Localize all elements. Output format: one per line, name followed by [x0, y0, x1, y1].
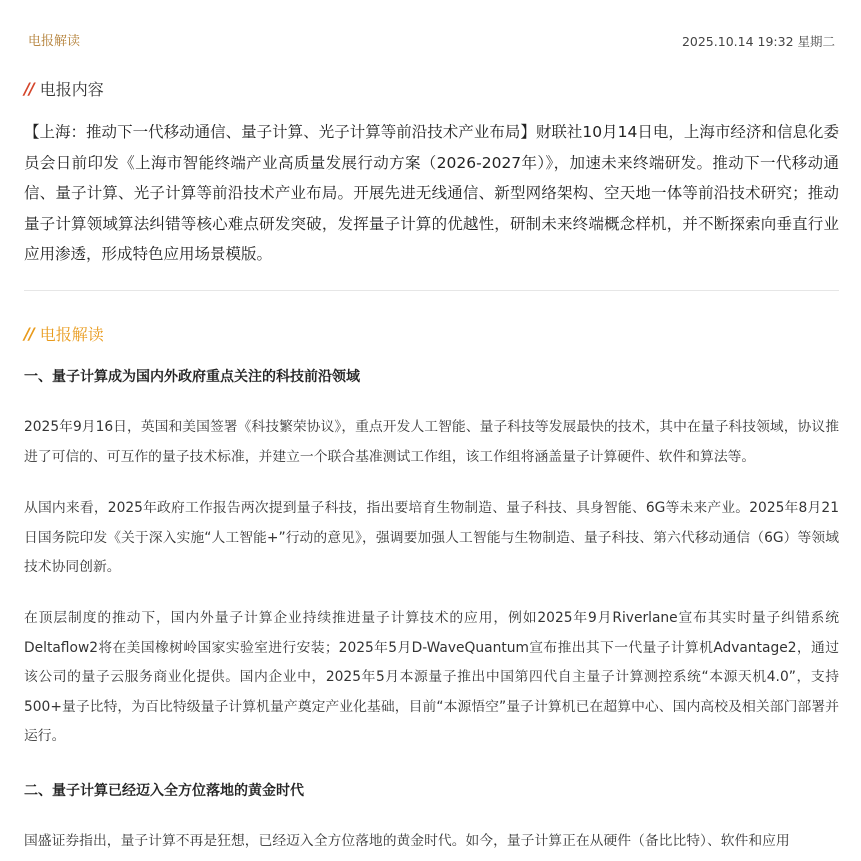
paragraph-1: 2025年9月16日，英国和美国签署《科技繁荣协议》，重点开发人工智能、量子科技等发展最快的技术，其中在量子科技领域，协议推进了可信的、可互作的量子技术标准，并建立一个联合基准测试工作组，该工作组将涵盖量子计算硬件、软件和算法等。	[24, 419, 839, 465]
subheading-1: 一、量子计算成为国内外政府重点关注的科技前沿领域	[24, 369, 360, 385]
section-title-text: 电报内容	[39, 80, 104, 99]
section-slash-icon: //	[24, 79, 34, 98]
paragraph-4: 国盛证券指出，量子计算不再是狂想，已经迈入全方位落地的黄金时代。如今，量子计算正在从硬件（备比比特）、软件和应用	[24, 833, 790, 849]
paragraph-2: 从国内来看，2025年政府工作报告两次提到量子科技，指出要培育生物制造、量子科技、具身智能、6G等未来产业。2025年8月21日国务院印发《关于深入实施“人工智能+”行动的意见》，强调要加强人工智能与生物制造、量子科技、第六代移动通信（6G）等领域技术协同创新。	[24, 500, 839, 575]
publish-datetime: 2025.10.14 19:32 星期二	[681, 34, 835, 49]
article-header	[0, 0, 861, 70]
section-title-telegram-content	[24, 77, 104, 100]
category-tag[interactable]: 电报解读	[28, 34, 81, 49]
subheading-2: 二、量子计算已经迈入全方位落地的黄金时代	[24, 783, 304, 799]
section-slash-icon: //	[24, 324, 34, 343]
section-divider	[24, 290, 839, 291]
section-title-text: 电报解读	[39, 325, 104, 344]
section-title-telegram-interpretation	[24, 322, 104, 345]
paragraph-3: 在顶层制度的推动下，国内外量子计算企业持续推进量子计算技术的应用，例如2025年9月Riverlane宣布其实时量子纠错系统Deltaflow2将在美国橡树岭国家实验室进行安装；2025年5月D-WaveQuantum宣布推出其下一代量子计算机Advantage2，通过该公司的量子云服务商业化提供。国内企业中，2025年5月本源量子推出中国第四代自主量子计算测控系统“本源天机4.0”，支持500+量子比特，为百比特级量子计算机量产奠定产业化基础，目前“本源悟空”量子计算机已在超算中心、国内高校及相关部门部署并运行。	[24, 610, 839, 744]
telegram-content-body: 【上海：推动下一代移动通信、量子计算、光子计算等前沿技术产业布局】财联社10月14日电，上海市经济和信息化委员会日前印发《上海市智能终端产业高质量发展行动方案（2026-2027年）》，加速未来终端研发。推动下一代移动通信、量子计算、光子计算等前沿技术产业布局。开展先进无线通信、新型网络架构、空天地一体等前沿技术研究；推动量子计算领域算法纠错等核心难点研发突破，发挥量子计算的优越性，研制未来终端概念样机，并不断探索向垂直行业应用渗透，形成特色应用场景模版。	[24, 123, 839, 263]
